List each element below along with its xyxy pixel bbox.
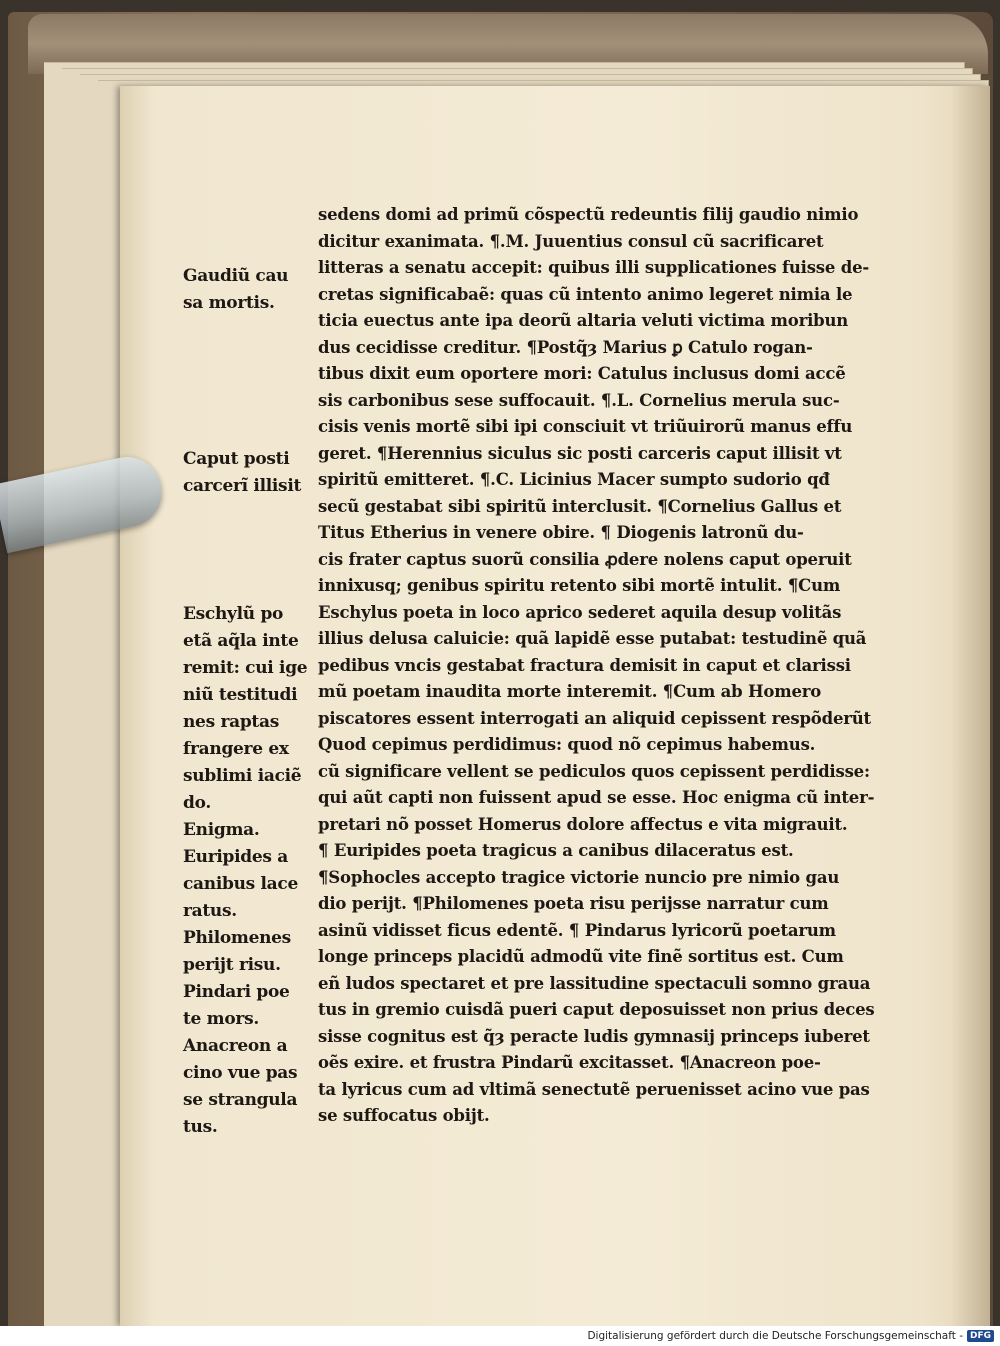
text-line: tus in gremio cuisdã pueri caput deposuisset non prius deces — [318, 1000, 875, 1019]
text-line: piscatores essent interrogati an aliquid cepissent respõderũt — [318, 708, 871, 728]
text-line: sisse cognitus est q̃ȝ peracte ludis gymnasij princeps iuberet — [318, 1026, 870, 1046]
text-line: eñ ludos spectaret et pre lassitudine spectaculi somno graua — [318, 973, 871, 993]
marginal-note-line: Enigma. — [183, 820, 260, 840]
text-line: cretas significabaẽ: quas cũ intento animo legeret nimia le — [318, 284, 853, 304]
marginal-note-line: te mors. — [183, 1009, 259, 1029]
text-line: geret. ¶Herennius siculus sic posti carceris caput illisit vt — [318, 443, 842, 463]
credit-text: Digitalisierung gefördert durch die Deutsche Forschungsgemeinschaft - — [587, 1330, 963, 1342]
text-line: innixusq; genibus spiritu retento sibi mortẽ intulit. ¶Cum — [318, 576, 841, 595]
text-line: secũ gestabat sibi spiritũ interclusit. ¶Cornelius Gallus et — [318, 496, 842, 516]
marginal-note-line: do. — [183, 793, 211, 813]
text-line: qui aũt capti non fuissent apud se esse. Hoc enigma cũ inter- — [318, 788, 875, 807]
text-line: pedibus vncis gestabat fractura demisit in caput et clarissi — [318, 655, 851, 675]
text-line: illius delusa caluicie: quã lapidẽ esse putabat: testudinẽ quã — [318, 629, 867, 648]
gutter-shadow — [950, 86, 990, 1326]
text-line: oẽs exire. et frustra Pindarũ excitasset. ¶Anacreon poe- — [318, 1053, 821, 1072]
marginal-note-line: ratus. — [183, 901, 237, 921]
marginal-note-line: cino vue pas — [183, 1063, 298, 1083]
text-line: Eschylus poeta in loco aprico sederet aquila desup volitãs — [318, 602, 842, 622]
text-line: sedens domi ad primũ cõspectũ redeuntis filij gaudio nimio — [318, 205, 859, 224]
marginal-note-line: canibus lace — [183, 874, 298, 894]
marginal-note-line: frangere ex — [183, 739, 289, 759]
marginal-note-line: niũ testitudi — [183, 685, 298, 705]
text-line: ta lyricus cum ad vltimã senectutẽ peruenisset acino vue pas — [318, 1079, 870, 1099]
marginal-note-line: se strangula — [183, 1090, 298, 1110]
marginal-note-line: tus. — [183, 1117, 218, 1137]
text-line: ticia euectus ante ipa deorũ altaria veluti victima moribun — [318, 311, 849, 330]
text-line: cis frater captus suorũ consilia ꝓdere nolens caput operuit — [318, 549, 852, 569]
text-line: Quod cepimus perdidimus: quod nõ cepimus habemus. — [318, 735, 816, 754]
marginal-note-line: Eschylũ po — [183, 604, 284, 624]
marginal-note-line: Philomenes — [183, 928, 291, 948]
text-line: cũ significare vellent se pediculos quos cepissent perdidisse: — [318, 761, 870, 781]
dfg-logo: DFG — [967, 1330, 994, 1342]
marginal-note-line: remit: cui ige — [183, 658, 308, 678]
marginal-note-line: Gaudiũ cau — [183, 266, 289, 286]
text-line: ¶Sophocles accepto tragice victorie nuncio pre nimio gau — [318, 867, 840, 887]
text-line: mũ poetam inaudita morte interemit. ¶Cum ab Homero — [318, 682, 822, 701]
text-line: pretari nõ posset Homerus dolore affectus e vita migrauit. — [318, 814, 848, 834]
marginal-note-line: perijt risu. — [183, 955, 281, 975]
text-line: longe princeps placidũ admodũ vite finẽ sortitus est. Cum — [318, 947, 844, 966]
marginal-note-line: etã aq̃la inte — [183, 631, 299, 651]
marginal-note-line: sa mortis. — [183, 293, 275, 313]
text-line: ¶ Euripides poeta tragicus a canibus dilaceratus est. — [318, 841, 794, 860]
text-line: cisis venis mortẽ sibi ipi consciuit vt triũuirorũ manus effu — [318, 417, 853, 436]
marginal-note-line: carcerĩ illisit — [183, 476, 302, 496]
marginal-note-line: sublimi iaciẽ — [183, 766, 302, 786]
digitization-credit — [587, 1328, 994, 1344]
text-line: spiritũ emitteret. ¶.C. Licinius Macer sumpto sudorio qđ — [318, 470, 830, 489]
marginal-note-line: Caput posti — [183, 449, 290, 469]
text-line: dicitur exanimata. ¶.M. Juuentius consul cũ sacrificaret — [318, 231, 824, 251]
text-line: dio perijt. ¶Philomenes poeta risu perijsse narratur cum — [318, 894, 829, 913]
text-line: tibus dixit eum oportere mori: Catulus inclusus domi accẽ — [318, 364, 846, 383]
marginal-note-line: Pindari poe — [183, 982, 290, 1002]
text-line: litteras a senatu accepit: quibus illi supplicationes fuisse de- — [318, 258, 870, 277]
text-line: Titus Etherius in venere obire. ¶ Diogenis latronũ du- — [318, 523, 804, 542]
text-line: dus cecidisse creditur. ¶Postq̃ȝ Marius ꝑ Catulo rogan- — [318, 337, 813, 357]
text-line: sis carbonibus sese suffocauit. ¶.L. Cornelius merula suc- — [318, 390, 840, 410]
marginal-note-line: Euripides a — [183, 847, 288, 867]
text-line: asinũ vidisset ficus edentẽ. ¶ Pindarus lyricorũ poetarum — [318, 920, 836, 940]
marginal-note-line: Anacreon a — [183, 1036, 288, 1056]
marginal-note-line: nes raptas — [183, 712, 279, 732]
text-line: se suffocatus obijt. — [318, 1106, 490, 1125]
